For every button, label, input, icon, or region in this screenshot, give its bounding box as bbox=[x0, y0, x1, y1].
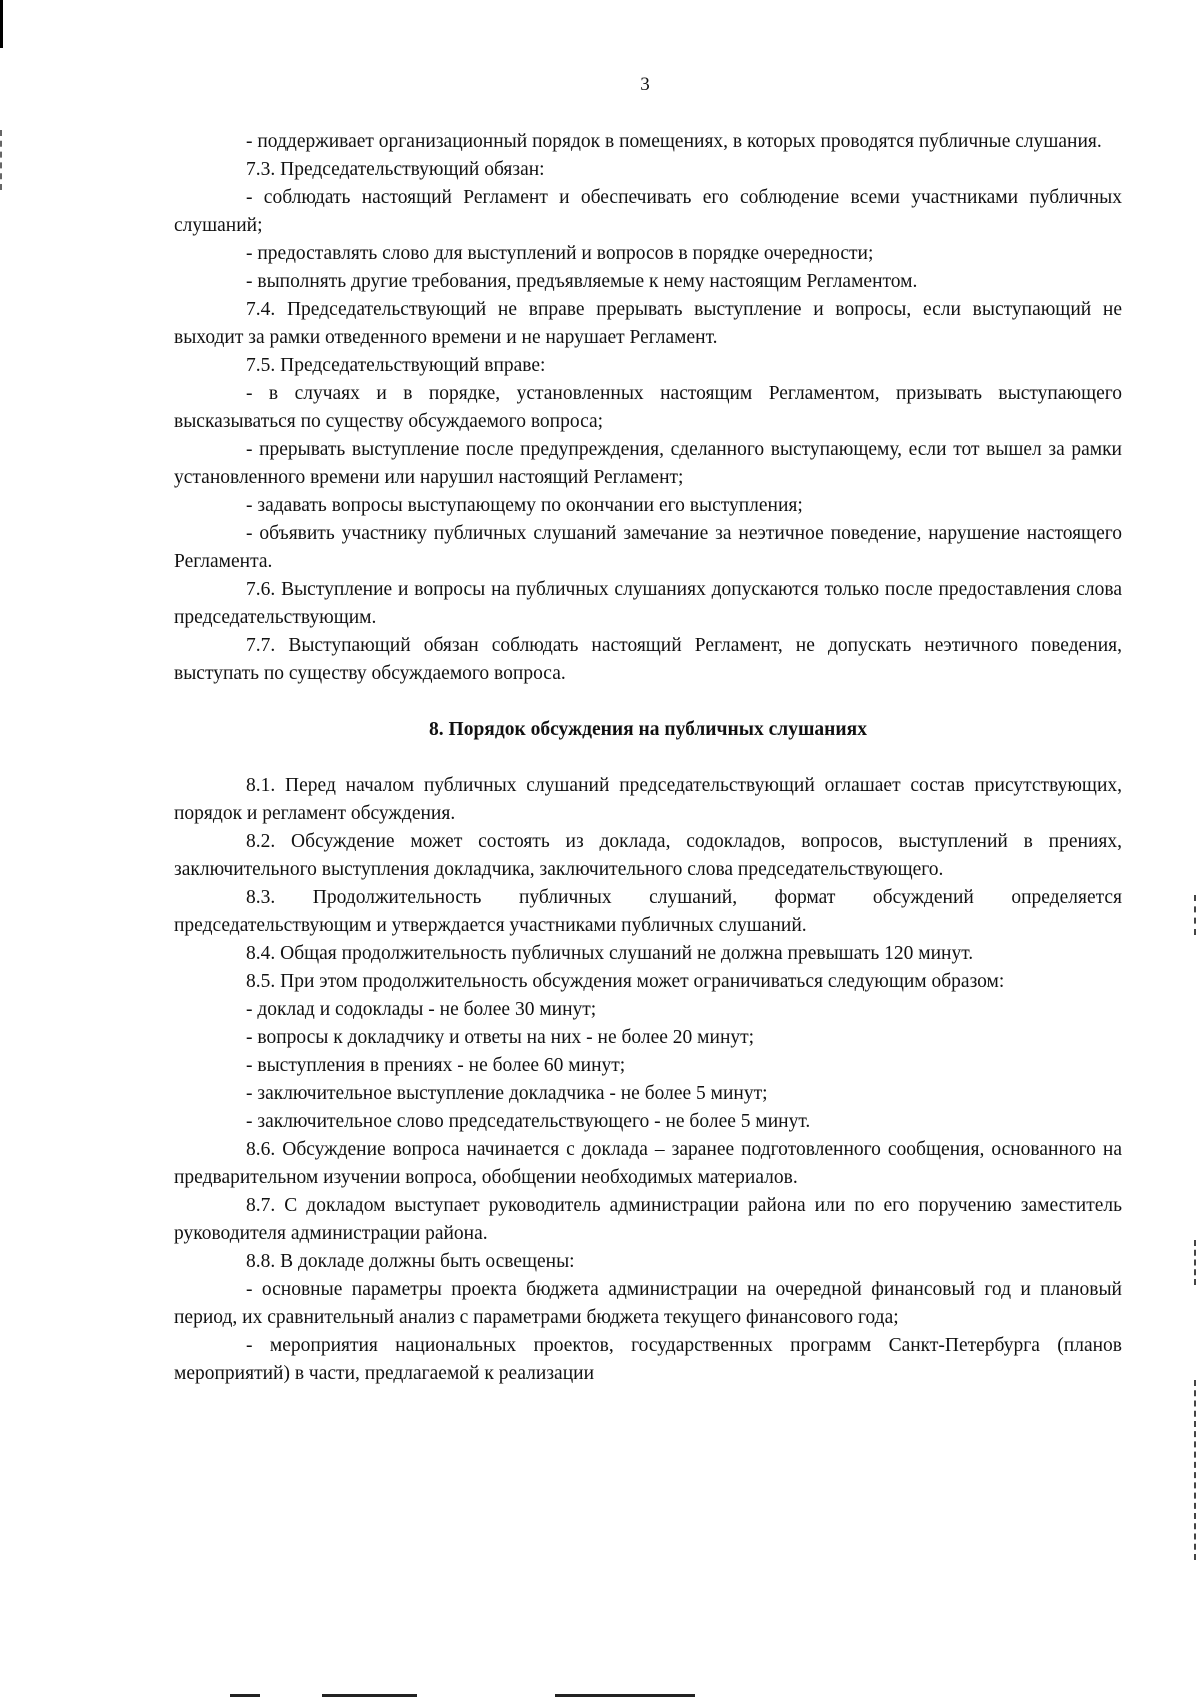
scan-edge-mark bbox=[1194, 1240, 1198, 1285]
list-item: - основные параметры проекта бюджета администрации на очередной финансовый год и плановый период, их сравнительный анализ с параметрами бюджета текущего финансового года; bbox=[174, 1279, 1122, 1328]
scan-edge-mark bbox=[0, 0, 3, 48]
paragraph: 8.6. Обсуждение вопроса начинается с доклада – заранее подготовленного сообщения, основанного на предварительном изучении вопроса, обобщении необходимых материалов. bbox=[174, 1139, 1122, 1188]
paragraph: 7.6. Выступление и вопросы на публичных слушаниях допускаются только после предоставления слова председательствующим. bbox=[174, 579, 1122, 628]
paragraph: 8.1. Перед началом публичных слушаний председательствующий оглашает состав присутствующих, порядок и регламент обсуждения. bbox=[174, 775, 1122, 824]
paragraph: 7.5. Председательствующий вправе: bbox=[246, 355, 546, 376]
paragraph: - объявить участнику публичных слушаний замечание за неэтичное поведение, нарушение настоящего Регламента. bbox=[174, 523, 1122, 572]
paragraph: - предоставлять слово для выступлений и вопросов в порядке очередности; bbox=[246, 243, 874, 264]
paragraph: 7.7. Выступающий обязан соблюдать настоящий Регламент, не допускать неэтичного поведения, выступать по существу обсуждаемого вопроса. bbox=[174, 635, 1122, 684]
document-body bbox=[174, 128, 1122, 1388]
list-item: - заключительное выступление докладчика - не более 5 минут; bbox=[246, 1083, 768, 1104]
list-item: - вопросы к докладчику и ответы на них - не более 20 минут; bbox=[246, 1027, 755, 1048]
paragraph: 8.3. Продолжительность публичных слушаний, формат обсуждений определяется председательствующим и утверждается участниками публичных слушаний. bbox=[174, 887, 1122, 936]
scan-edge-mark bbox=[1194, 1380, 1198, 1560]
paragraph: 8.4. Общая продолжительность публичных слушаний не должна превышать 120 минут. bbox=[246, 943, 974, 964]
paragraph: 7.4. Председательствующий не вправе прерывать выступление и вопросы, если выступающий не выходит за рамки отведенного времени и не нарушает Регламент. bbox=[174, 299, 1122, 348]
paragraph: - выполнять другие требования, предъявляемые к нему настоящим Регламентом. bbox=[246, 271, 918, 292]
list-item: - заключительное слово председательствующего - не более 5 минут. bbox=[246, 1111, 811, 1132]
paragraph: 8.5. При этом продолжительность обсуждения может ограничиваться следующим образом: bbox=[246, 971, 1005, 992]
paragraph: 7.3. Председательствующий обязан: bbox=[246, 159, 545, 180]
list-item: - доклад и содоклады - не более 30 минут; bbox=[246, 999, 597, 1020]
paragraph: - поддерживает организационный порядок в помещениях, в которых проводятся публичные слушания. bbox=[246, 131, 1102, 152]
paragraph: - задавать вопросы выступающему по окончании его выступления; bbox=[246, 495, 803, 516]
paragraph: - в случаях и в порядке, установленных настоящим Регламентом, призывать выступающего высказываться по существу обсуждаемого вопроса; bbox=[174, 383, 1122, 432]
paragraph: 8.2. Обсуждение может состоять из доклада, содокладов, вопросов, выступлений в прениях, заключительного выступления докладчика, заключительного слова председательствующего. bbox=[174, 831, 1122, 880]
scan-edge-mark bbox=[1194, 895, 1198, 935]
paragraph: - прерывать выступление после предупреждения, сделанного выступающему, если тот вышел за рамки установленного времени или нарушил настоящий Регламент; bbox=[174, 439, 1122, 488]
section-heading: 8. Порядок обсуждения на публичных слушаниях bbox=[429, 719, 867, 740]
paragraph: 8.8. В докладе должны быть освещены: bbox=[246, 1251, 575, 1272]
list-item: - мероприятия национальных проектов, государственных программ Санкт-Петербурга (планов мероприятий) в части, предлагаемой к реализации bbox=[174, 1335, 1122, 1384]
paragraph: - соблюдать настоящий Регламент и обеспечивать его соблюдение всеми участниками публичных слушаний; bbox=[174, 187, 1122, 236]
paragraph: 8.7. С докладом выступает руководитель администрации района или по его поручению заместитель руководителя администрации района. bbox=[174, 1195, 1122, 1244]
list-item: - выступления в прениях - не более 60 минут; bbox=[246, 1055, 626, 1076]
page-number: 3 bbox=[640, 74, 650, 95]
scan-edge-mark bbox=[0, 130, 4, 190]
